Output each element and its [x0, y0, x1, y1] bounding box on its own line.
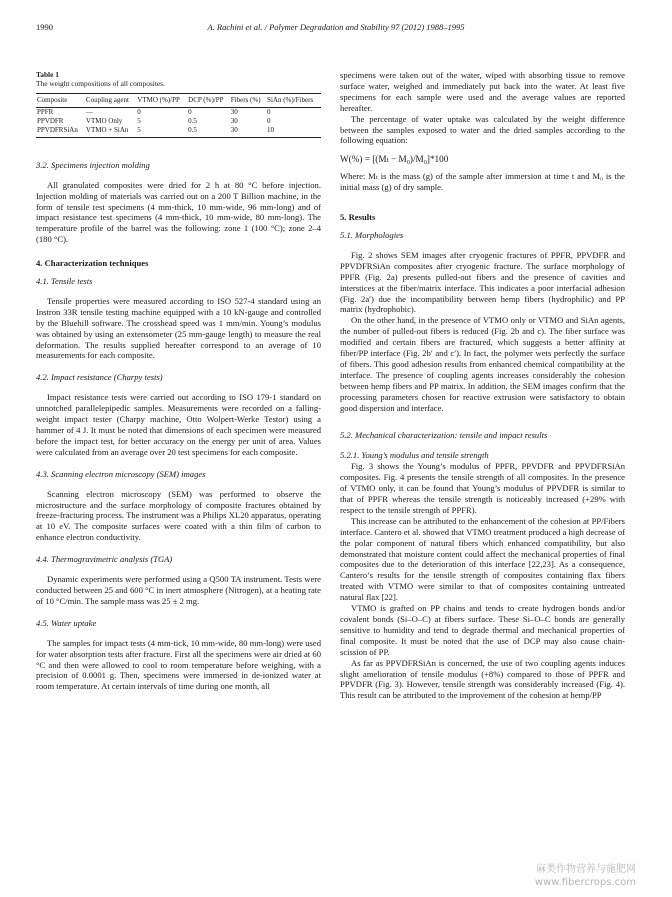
table-cell: 0 [267, 117, 271, 126]
section-4-5-title: 4.5. Water uptake [36, 617, 97, 628]
section-5-1-title: 5.1. Morphologies [340, 229, 404, 240]
section-5-2-1-title: 5.2.1. Young’s modulus and tensile strength [340, 450, 489, 461]
watermark-url: www.fibercrops.com [534, 877, 636, 888]
table-cell: PPVDFR [37, 117, 64, 126]
table-cell: PPFR [37, 108, 54, 117]
section-4-3-title: 4.3. Scanning electron microscopy (SEM) images [36, 468, 206, 479]
table-header-cell: Fibers (%) [230, 94, 266, 108]
section-5-2-1-paragraph-3: VTMO is grafted on PP chains and tends to create hydrogen bonds and/or covalent bonds (Si–O–C) at fibers surface. These Si–O–C bonds are generally sensitive to humidity and tend to degrade thermal and mechanical properties of final composite. It must be noted that the use of DCP may also cause chain-scission of PP. [340, 603, 625, 657]
table-cell: 5 [137, 117, 141, 126]
table-row [36, 126, 321, 137]
page-number: 1990 [36, 22, 53, 32]
table-cell: 0 [188, 108, 192, 117]
section-5-2-title: 5.2. Mechanical characterization: tensile and impact results [340, 430, 548, 441]
watermark [535, 863, 636, 889]
section-4-5-paragraph: The samples for impact tests (4 mm-tick, 10 mm-wide, 80 mm-long) were used for water absorption tests after fracture. First all the specimens were air dried at 60 °C and then were allowed to cool to room temperature before weighing, with a precision of 0.0001 g. Then, specimens were immersed in de-ionized water at room temperature. At certain intervals of time during one month, all [36, 637, 321, 692]
table-cell: 10 [266, 126, 321, 137]
section-4-1-title: 4.1. Tensile tests [36, 276, 93, 287]
right-column [340, 70, 625, 701]
table-header-cell: SiAn (%)/Fibers [266, 94, 321, 108]
section-5-2-1-paragraph-4: As far as PPVDFRSiAn is concerned, the use of two coupling agents induces slight amelioration of tensile modulus (+8%) compared to those of PPFR and PPVDFR (Fig. 3). However, tensile strength was considerably increased (Fig. 4). This result can be attributed to the improvement of the cohesion at hemp/PP [340, 657, 625, 701]
table-cell: 5 [136, 126, 187, 137]
section-5-2-1-paragraph-2: This increase can be attributed to the enhancement of the cohesion at PP/Fibers interface. Cantero et al. showed that VTMO treatment produced a high decrease of the polar component of natural fibers which enhanced compatibility, but also demonstrated that moisture content could affect the mechanical properties of final composites due to the deterioration of this interface [22,23]. As a consequence, Cantero’s results for the tensile strength of composites containing flax fibers treated with VTMO were similar to that of composites containing untreated natural flax [22]. [340, 515, 625, 603]
table-cell: 0.5 [188, 117, 197, 126]
table-body [36, 108, 321, 137]
composition-table [36, 93, 321, 138]
table-label: Table 1 [36, 70, 59, 79]
watermark-site-name: 麻类作物营养与施肥网 [536, 864, 636, 875]
section-4-1-paragraph: Tensile properties were measured according to ISO 527-4 standard using an Instron 33R tensile testing machine equipped with a 10 kN-gauge and controlled by the Bluehill software. The crosshead speed was 1 mm/min. Young’s modulus was obtained by using an extensometer (25 mm-gauge length) to measure the real deformation. The results supplied hereafter correspond to an average of 10 measurements for each composite. [36, 295, 321, 361]
table-cell: 30 [230, 126, 266, 137]
table-cell: 30 [230, 108, 238, 117]
table-header-row [36, 94, 321, 108]
section-4-3-paragraph: Scanning electron microscopy (SEM) was performed to observe the microstructure and the surface morphology of composite fractures obtained by freeze-fracturing process. The instrument was a Philips XL20 apparatus, operating at 10 eV. The composite surfaces were coated with a thin film of carbon to enhance electron conductivity. [36, 488, 321, 543]
journal-citation: A. Rachini et al. / Polymer Degradation and Stability 97 (2012) 1988–1995 [207, 22, 465, 32]
table-cell: VTMO + SiAn [85, 126, 136, 137]
equation-definition: Where: Mₜ is the mass (g) of the sample after immersion at time t and M₀ is the initial mass (g) of dry sample. [340, 171, 625, 193]
section-3-2-title: 3.2. Specimens injection molding [36, 159, 150, 170]
water-uptake-equation: W(%) = [(Mₜ − M₀)/M₀]*100 [340, 154, 449, 165]
section-4-title: 4. Characterization techniques [36, 258, 149, 269]
table-cell: — [85, 108, 93, 117]
section-4-4-paragraph: Dynamic experiments were performed using a Q500 TA instrument. Tests were conducted between 25 and 600 °C in inert atmosphere (Nitrogen), at a heating rate of 10 °C/min. The sample mass was 25 ± 2 mg. [36, 574, 321, 606]
table-header-cell: Coupling agent [85, 94, 136, 108]
section-3-2-paragraph: All granulated composites were dried for 2 h at 80 °C before injection. Injection molding of materials was carried out on a 200 T Billion machine, in the form of tensile test specimens (4 mm-thick, 10 mm-wide, 96 mm-long) and of impact resistance test specimens (4 mm-thick, 10 mm-wide, 80 mm-long). The temperature profile of the barrel was the following: zone 1 (100 °C); zone 2–4 (180 °C). [36, 179, 321, 245]
table-cell: PPVDFRSiAn [36, 126, 85, 137]
section-5-1-paragraph-1: Fig. 2 shows SEM images after cryogenic fractures of PPFR, PPVDFR and PPVDFRSiAn composites after cryogenic fracture. The surface morphology of PPFR (Fig. 2a) presents pulled-out fibers and the presence of cavities and interstices at the fiber/matrix interface. This indicates a poor interfacial adhesion (Fig. 2a′) due the incompatibility between hemp fibers (hydrophilic) and PP matrix (hydrophobic). [340, 249, 625, 315]
table-cell: 0 [267, 108, 271, 117]
table-row [36, 117, 321, 126]
section-4-4-title: 4.4. Thermogravimetric analysis (TGA) [36, 554, 173, 565]
table-cell: 0.5 [187, 126, 230, 137]
table-header-cell: DCP (%)/PP [187, 94, 230, 108]
continued-paragraph: specimens were taken out of the water, wiped with absorbing tissue to remove surface water, weighed and immediately put back into the water. At least five specimens for each sample were used and the average values are reported hereafter. [340, 70, 625, 113]
section-5-1-paragraph-2: On the other hand, in the presence of VTMO only or VTMO and SiAn agents, the number of pulled-out fibers is reduced (Fig. 2b and c). The fiber surface was modified and certain fibers are fractured, which suggests a better affinity at fiber/PP interface (Fig. 2b′ and c′). In fact, the polymer wets perfectly the surface of fibers. This good adhesion results from enhanced chemical compatibility at the interface. The presence of coupling agents increases considerably the cohesion between hemp fibers and PP matrix. In addition, the SEM images confirm that the processing parameters chosen for reactive extrusion were satisfactory to obtain good dispersion and interface. [340, 315, 625, 413]
table-cell: 30 [230, 117, 238, 126]
section-4-2-title: 4.2. Impact resistance (Charpy tests) [36, 372, 163, 383]
table-caption: The weight compositions of all composites. [36, 79, 165, 88]
section-5-2-1-paragraph-1: Fig. 3 shows the Young’s modulus of PPFR, PPVDFR and PPVDFRSiAn composites. Fig. 4 presents the tensile strength of all composites. In the presence of VTMO only, it can be found that Young’s modulus of PPVDFR is similar to that of PPFR whereas the tensile strength is noticeably increased (+29% with respect to the tensile strength of PPFR). [340, 461, 625, 515]
table-row [36, 108, 321, 117]
table-cell: 0 [137, 108, 141, 117]
section-4-2-paragraph: Impact resistance tests were carried out according to ISO 179-1 standard on unnotched parallelepipedic samples. Measurements were recorded on a falling-weight impact tester (Charpy machine, Otto Wolpert-Werke Testor) using a hammer of 4 J. It must be noted that dimensions of each specimen were measured before the impact test, for better accuracy on the energy per unit of area. Values were calculated from an average over 20 test specimens for each composite. [36, 392, 321, 457]
section-5-title: 5. Results [340, 212, 376, 223]
table-header-cell: Composite [36, 94, 85, 108]
water-uptake-paragraph: The percentage of water uptake was calculated by the weight difference between the samples exposed to water and the dried samples according to the following equation: [340, 113, 625, 146]
table-cell: VTMO Only [85, 117, 123, 126]
table-header-cell: VTMO (%)/PP [136, 94, 187, 108]
left-column [36, 70, 321, 692]
